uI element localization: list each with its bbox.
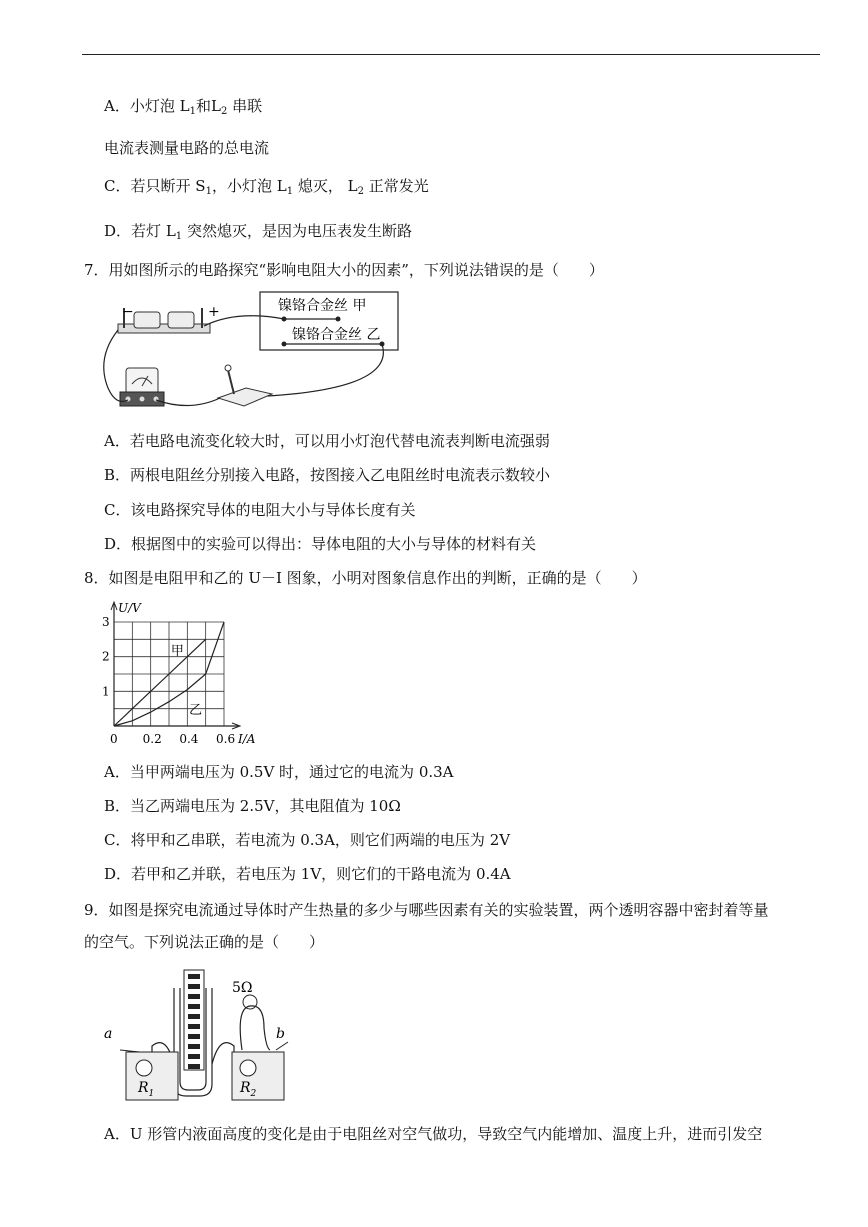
x-axis-label: I/A (238, 732, 256, 746)
series-label-jia: 甲 (170, 643, 184, 659)
q8-option-a: A．当甲两端电压为 0.5V 时，通过它的电流为 0.3A (104, 763, 454, 781)
wire-b-label: 镍铬合金丝 乙 (292, 327, 381, 343)
q6-option-c: C．若只断开 $S_1$，小灯泡 $L_1$ 熄灭， $L_2$ 正常发光 (104, 177, 429, 197)
q9-apparatus-figure (100, 968, 300, 1108)
header-rule (82, 54, 820, 55)
x-tick-label: 0.4 (179, 732, 199, 746)
r1-label: $R_1$ (138, 1080, 155, 1099)
scale-mark (188, 1024, 200, 1029)
q9-option-a: A．U 形管内液面高度的变化是由于电阻丝对空气做功，导致空气内能增加、温度上升，进而引发空 (104, 1125, 763, 1143)
q7-option-c: C．该电路探究导体的电阻大小与导体长度有关 (104, 501, 416, 519)
scale-mark (188, 1064, 200, 1069)
scale-mark (188, 994, 200, 999)
scale-mark (188, 974, 200, 979)
y-axis-label: U/V (118, 601, 141, 615)
q8-option-b: B．当乙两端电压为 2.5V，其电阻值为 10Ω (104, 797, 401, 815)
terminal-a-label: a (104, 1026, 113, 1042)
scale-mark (188, 984, 200, 989)
q7-option-b: B．两根电阻丝分别接入电路，按图接入乙电阻丝时电流表示数较小 (104, 466, 551, 484)
x-tick-label: 0 (110, 732, 118, 746)
scale-mark (188, 1044, 200, 1049)
q7-stem: 7．用如图所示的电路探究“影响电阻大小的因素”，下列说法错误的是（ ） (84, 261, 604, 279)
q8-option-d: D．若甲和乙并联，若电压为 1V，则它们的干路电流为 0.4A (104, 865, 511, 883)
resistor-r1-icon (136, 1060, 152, 1076)
y-tick-label: 2 (102, 649, 110, 664)
q6-option-a: A．小灯泡 $L_1$和$L_2$ 串联 (104, 97, 263, 117)
q8-option-c: C．将甲和乙串联，若电流为 0.3A，则它们两端的电压为 2V (104, 831, 511, 849)
scale-mark (188, 1014, 200, 1019)
y-tick-label: 3 (102, 615, 110, 629)
scale-mark (188, 1004, 200, 1009)
terminal-b-label: b (276, 1026, 285, 1042)
chart-labels (102, 601, 256, 746)
r2-label: $R_2$ (240, 1080, 257, 1099)
outer-resistor-icon (240, 1006, 270, 1050)
q7-option-a: A．若电路电流变化较大时，可以用小灯泡代替电流表判断电流强弱 (104, 432, 550, 450)
q8-stem: 8．如图是电阻甲和乙的 U－I 图象，小明对图象信息作出的判断，正确的是（ ） (84, 569, 647, 587)
battery-plus-label: + (208, 304, 220, 320)
battery-minus-label: − (122, 304, 134, 320)
series-label-yi: 乙 (189, 702, 203, 718)
q9-stem-line1: 9．如图是探究电流通过导体时产生热量的多少与哪些因素有关的实验装置，两个透明容器中密封着等量 (84, 901, 769, 919)
resistor-r2-icon (240, 1060, 256, 1076)
q6-option-b: 电流表测量电路的总电流 (104, 139, 270, 157)
wire-a-label: 镍铬合金丝 甲 (278, 298, 367, 314)
q7-option-d: D．根据图中的实验可以得出：导体电阻的大小与导体的材料有关 (104, 535, 537, 553)
scale-mark (188, 1054, 200, 1059)
q7-circuit-figure (96, 288, 416, 418)
q6-option-d: D．若灯 $L_1$ 突然熄灭，是因为电压表发生断路 (104, 222, 412, 242)
switch-icon (218, 365, 272, 406)
q9-stem-line2: 的空气。下列说法正确的是（ ） (84, 933, 325, 951)
x-tick-label: 0.6 (216, 732, 236, 746)
ui-graph (96, 598, 276, 750)
x-tick-label: 0.2 (142, 732, 162, 746)
resistor-5ohm-label: 5Ω (232, 980, 253, 996)
scale-mark (188, 1034, 200, 1039)
y-tick-label: 1 (102, 684, 110, 699)
